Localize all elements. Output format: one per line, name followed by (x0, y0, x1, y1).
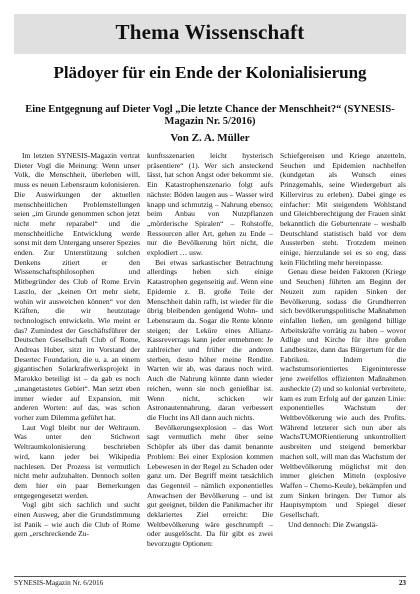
paragraph: Genau diese beiden Faktoren (Kriege und Seuchen) führten am Beginn der Neuzeit zum rapiden Sinken der Bevölkerung, sodass die Grundherren sich bevölkerungspolitische Maßnahmen einfallen ließen, um genügend billige Arbeitskräfte vorrätig zu haben – wovor Adlige und Kirche für ihre großen Landbesitze, dann das Bürgertum für die Fabriken. Indem die wachstumsorientiertes Eigeninteresse jene zweifellos effizienten Maßnahmen ausheckte (2) und so kolonial verbreitete, kam es zum Erfolg auf der ganzen Linie: exponentielles Wachstum der Weltbevölkerung wie auch des Profits. Während letzterer sich nun aber als WachsTUMORientierung unkontrolliert ausbreiten und steigend bemerkbar machen soll, will man das Wachstum der Weltbevölkerung möglichst mit den immer gleichen Mitteln (explosive Waffen – Chemo-Keule), bekämpfen und zum Sinken bringen. Der Tumor als Hauptsymptom und Spiegel dieser Gesellschaft. (280, 267, 406, 520)
article-title: Plädoyer für ein Ende der Kolonialisierung (53, 63, 367, 82)
publication-name: SYNESIS-Magazin Nr. 6/2016 (14, 579, 104, 587)
paragraph: Bei etwas sarkastischer Betrachtung allerdings heben sich einige Katastrophen gegenseitig auf. Wenn eine Epidemie z. B. große Teile der Menschheit dahin rafft, ist wieder für die übrig bleibenden genügend Wohn- und Lebensraum da. Sogar die Rente könnte steigen; der Leküre eines Allianz-Kassreverrags kann jeder entnehmen: Je zahlreicher und früher die anderen sterben, desto höher meine Rendite. Warten wir ab, was daraus noch wird. Auch die Nahrung könnte dann wieder reichen, wenn sie noch genießbar ist. Wenn nicht, schicken wir Astronautennahrung, daran verbessert die Flucht ins All dann auch nichts. (147, 257, 273, 422)
page-footer (14, 576, 406, 587)
paragraph: Vogl gibt sich sachlich und sucht einen Ausweg, aber die Grundstimmung ist Panik – wie auch die Club of Rome gern „erschreckende Zu- (14, 500, 140, 539)
section-label: Thema Wissenschaft (115, 20, 305, 44)
article-subtitle: Eine Entgegnung auf Dieter Vogl „Die letzte Chance der Menschheit?“ (SYNESIS-Magazin Nr. 5/2016) (25, 104, 395, 127)
paragraph: Und dennoch: Die Zwangslä- (288, 519, 378, 529)
paragraph: Im letzten SYNESIS-Magazin vertrat Dieter Vogl die Meinung: Wenn unser Volk, die Menschheit, überleben will, muss es neuen Lebensraum kolonisieren. Die Auswirkungen der aktuellen menschheitlichen Problemstellungen seien „im Grunde genommen schon jetzt nicht mehr reparabel“ und die menschheitliche Entwicklung werde sonst mit dem Untergang unserer Spezies enden. Zur Unterstützung solchen Denkens zitiert er den Wissenschaftsphilosophen und Mitbegründer des Club of Rome Ervin Laszlo, der „keinen Ort mehr sieht, wohin wir ausweichen können“ vor den Kräften, die wir heutzutage technologisch entwickeln. Wie meint er das? Zumindest der Geschäftsführer der Deutschen Gesellschaft Club of Rome, Andreas Huber, sitzt im Vorstand der Desertec Foundation, die u. a. an einem gigantischen Solarkraftwerksprojekt in Marokko beteiligt ist – da gab es noch „unangetastetes Gebiet“. Man setzt eben immer wieder auf Expansion, mit anderen Worten: auf das, was schon vorher zum Dilemma geführt hat. (14, 151, 140, 422)
paragraph: Laut Vogl bleibt nur der Weltraum. Was unter den Stichwort Weltraumkolonisierung beschrieben wird, kann jeder bei Wikipedia nachlesen. Der Prozess ist vermutlich nicht mehr aufzuhalten. Dennoch sollen dem hier ein paar Bemerkungen entgegengesetzt werden. (14, 422, 140, 500)
column-1 (14, 151, 140, 571)
article-byline: Von Z. A. Müller (170, 132, 250, 144)
page-number: 23 (398, 579, 406, 587)
column-2 (147, 151, 273, 571)
paragraph: kunftsszenarien leicht hysterisch präsentiere“ (1). Wer sich ansteckend lässt, hat schon Angst oder bekommt sie. Ein Katastrophenszenario folgt aufs nächste: Böden laugen aus – Wasser wird knapp und schmutzig – Nahrung ebenso; beim Anbau von Nutzpflanzen „mörderische Spiralen“ – Rohstoffe, Ressourcen aller Art, gehen zu Ende – nur die Bevölkerung hört nicht, die explodiert … usw. (147, 151, 273, 258)
paragraph: Schiefgereisen und Kriege anzetteln, Seuchen und Epidemien nachhelfen (kundgetan als Wunsch eines Prinzgemahls, seine Wiedergeburt als Killervirus zu erleben). Dabei ginge es einfacher: Mit steigendem Wohlstand und Gleichberechtigung der Frauen sinkt bekanntlich die Geburtenrate – weshalb Deutschland statistisch bald vor dem Aussterben steht. Trotzdem meinen einige, hierzulande sei es so eng, dass kein Flüchtling mehr hereinpasse. (280, 151, 406, 267)
column-3 (280, 151, 406, 571)
article-body (14, 151, 406, 571)
section-header (14, 14, 406, 54)
paragraph: Bevölkerungsexplosion – das Wort sagt vermutlich mehr über seine Schöpfer als über das damit benannte Problem: Bei einer Explosion kommen Lebewesen in der Regel zu Schaden oder ganz um. Der Begriff meint tatsächlich das Gegenteil – nämlich exponentielles Anwachsen der Bevölkerung – und ist gut geeignet, bilden die Panikmacher ihr deklariertes Ziel erreicht: Die Weltbevölkerung wäre geschrumpft – oder ausgelöscht. Da für gibt es zwei bevorzugte Optionen: (147, 422, 273, 549)
